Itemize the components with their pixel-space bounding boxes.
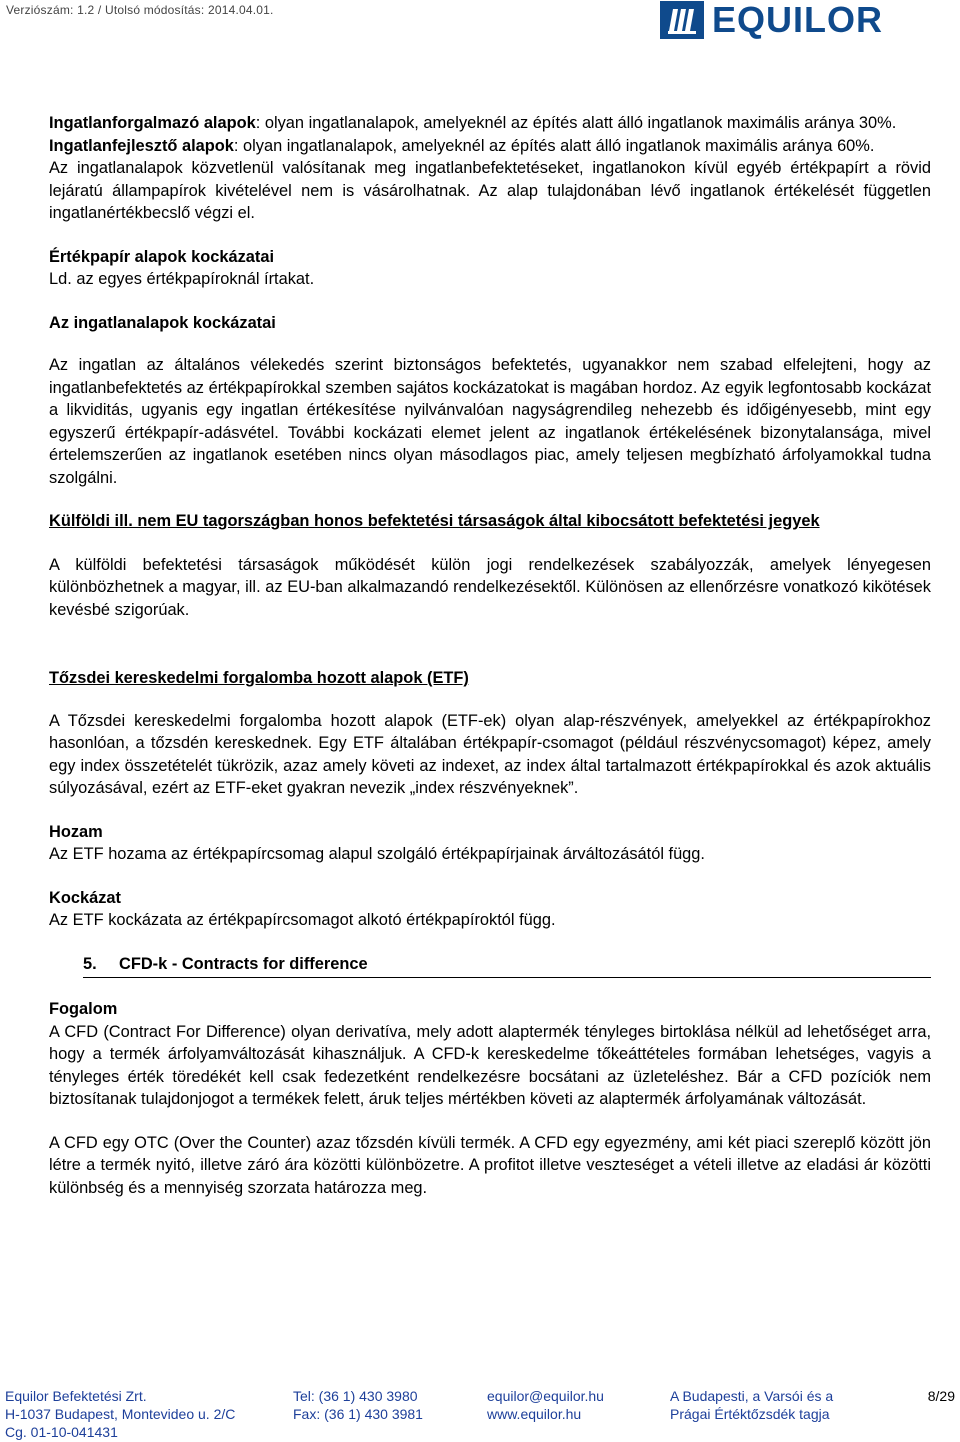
footer-company-block: [5, 1387, 235, 1441]
footer-registration: Cg. 01-10-041431: [5, 1424, 118, 1440]
heading-ertekpapir-kockazat: Értékpapír alapok kockázatai: [49, 247, 275, 266]
text-ingatlanfejleszto: : olyan ingatlanalapok, amelyeknél az építés alatt álló ingatlanok maximális aránya 60%.: [233, 136, 875, 155]
paragraph-ingatlan-kockazat: Az ingatlan az általános vélekedés szerint biztonságos befektetés, ugyanakkor nem szabad elfelejteni, hogy az ingatlanbefektetés az értékpapírokkal szemben sajátos kockázatokat is magában hordoz. Az egyik legfontosabb kockázat a likviditás, ugyanis egy ingatlan értékesítése nyilvánvalóan nagyságrendileg nehezebb és időigényesebb, mint egy egyszerű értékpapír-adásvétel. További kockázati elemet jelent az ingatlanok értékelésének bizonytalansága, mivel értelemszerűen az ingatlanok esetében nincs olyan másodlagos piac, amely teljesen megbízható árfolyamokkal tudna szolgálni.: [49, 356, 931, 487]
heading-kulfoldi: Külföldi ill. nem EU tagországban honos befektetési társaságok által kibocsátott befektetési jegyek: [49, 512, 820, 530]
footer-member-block: [670, 1387, 833, 1423]
paragraph-hozam: Az ETF hozama az értékpapírcsomag alapul szolgáló értékpapírjainak árváltozásától függ.: [49, 845, 705, 863]
term-ingatlanforgalmazo: Ingatlanforgalmazó alapok: [49, 114, 256, 132]
section-title: CFD-k - Contracts for difference: [119, 954, 368, 973]
page-number: 8/29: [927, 1388, 955, 1404]
paragraph-ingatlanfejleszto: [49, 135, 931, 158]
page-footer: [5, 1387, 955, 1441]
heading-fogalom: Fogalom: [49, 1000, 118, 1018]
footer-email[interactable]: equilor@equilor.hu: [487, 1388, 604, 1404]
footer-member-line1: A Budapesti, a Varsói és a: [670, 1388, 834, 1404]
paragraph-kockazat: Az ETF kockázata az értékpapírcsomagot alkotó értékpapíroktól függ.: [49, 911, 556, 929]
equilor-logo: [660, 0, 928, 40]
page-content: [49, 112, 931, 1199]
heading-ingatlan-kockazat: Az ingatlanalapok kockázatai: [49, 313, 276, 332]
paragraph-etf: A Tőzsdei kereskedelmi forgalomba hozott alapok (ETF-ek) olyan alap-részvények, amelyekkel az értékpapírokhoz hasonlóan, a tőzsdén kereskednek. Egy ETF általában értékpapír-csomagot (például részvénycsomagot) képez, amely egy index összetételét tükrözik, azaz amely követi az indexet, az index által tartalmazott értékpapírokkal és azok aktuális súlyozásával, ezért az ETF-eket gyakran nevezik „index részvényeknek”.: [49, 711, 931, 797]
paragraph-fogalom: A CFD (Contract For Difference) olyan derivatíva, mely adott alaptermék tényleges birtoklása nélkül ad lehetőséget arra, hogy a termék árfolyamváltozását kihasználjuk. A CFD-k kereskedelme tőkeáttételes formában lehetséges, vagyis a tényleges érték töredékét kell csak fedezetként rendelkezésre bocsátani az üzleteléshez. Bár a CFD pozíciók nem biztosítanak tulajdonjogot a termékek felett, áruk teljes mértékben követi az alaptermék árfolyamának változását.: [49, 1022, 931, 1108]
paragraph-otc: A CFD egy OTC (Over the Counter) azaz tőzsdén kívüli termék. A CFD egy egyezmény, ami két piaci szereplő között jön létre a termék nyitó, illetve záró ára közötti különbözetre. A profitot illetve veszteséget a vételi illetve az eladási ár közötti különbség és a mennyiség szorzata határozza meg.: [49, 1133, 931, 1197]
footer-tel: Tel: (36 1) 430 3980: [293, 1388, 418, 1404]
footer-contact-block: [487, 1387, 604, 1423]
equilor-logo-icon: [660, 1, 704, 39]
term-ingatlanfejleszto: Ingatlanfejlesztő alapok: [49, 136, 234, 155]
heading-hozam: Hozam: [49, 822, 103, 841]
footer-web[interactable]: www.equilor.hu: [487, 1406, 582, 1422]
footer-address: H-1037 Budapest, Montevideo u. 2/C: [5, 1406, 236, 1422]
section-heading-cfd: [83, 953, 931, 979]
paragraph-ingatlanalapok: Az ingatlanalapok közvetlenül valósítanak meg ingatlanbefektetéseket, ingatlanokon kívül egyéb értékpapírt a rövid lejáratú állampapírok kivételével nem is vásárolhatnak. Az alap tulajdonában lévő ingatlanok értékelését független ingatlanértékbecslő végzi el.: [49, 159, 931, 222]
paragraph-ingatlanforgalmazo: [49, 112, 931, 135]
footer-fax: Fax: (36 1) 430 3981: [293, 1406, 423, 1422]
heading-etf: Tőzsdei kereskedelmi forgalomba hozott alapok (ETF): [49, 669, 469, 687]
version-info: Verziószám: 1.2 / Utolsó módosítás: 2014.04.01.: [6, 3, 274, 17]
footer-phone-block: [293, 1387, 423, 1423]
footer-company: Equilor Befektetési Zrt.: [5, 1388, 147, 1404]
logo-text: EQUILOR: [712, 0, 884, 40]
paragraph-kulfoldi: A külföldi befektetési társaságok működését külön jogi rendelkezések szabályozzák, amelyek lényegesen különbözhetnek a magyar, ill. az EU-ban alkalmazandó rendelkezésektől. Különösen az ellenőrzésre vonatkozó kikötések kevésbé szigorúak.: [49, 555, 931, 619]
paragraph-ld: Ld. az egyes értékpapíroknál írtakat.: [49, 270, 315, 288]
section-number: 5.: [83, 954, 97, 973]
footer-member-line2: Prágai Értéktőzsdék tagja: [670, 1406, 830, 1422]
text-ingatlanforgalmazo: : olyan ingatlanalapok, amelyeknél az építés alatt álló ingatlanok maximális aránya 30%.: [255, 114, 897, 132]
heading-kockazat: Kockázat: [49, 888, 121, 907]
